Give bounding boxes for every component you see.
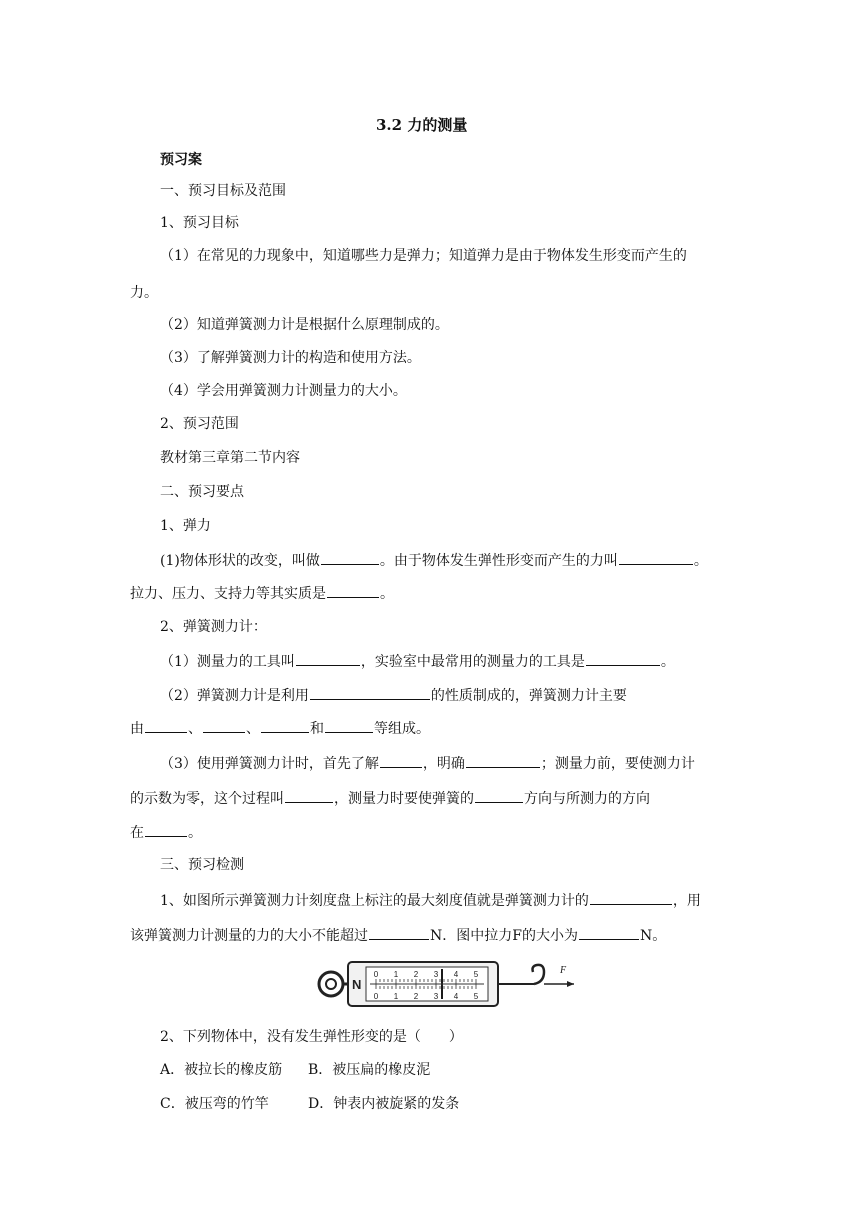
question-elastic-1 (160, 550, 708, 571)
text-fragment: N．图中拉力F的大小为 (430, 928, 578, 944)
hook-icon (533, 965, 545, 984)
scale-label: 5 (473, 992, 479, 1001)
text-fragment: 方向与所测力的方向 (524, 791, 650, 807)
option-a[interactable]: A．被拉长的橡皮筋 (160, 1062, 283, 1078)
option-b[interactable]: B．被压扁的橡皮泥 (308, 1062, 431, 1078)
scale-label: 2 (413, 970, 419, 979)
answer-blank[interactable] (466, 753, 540, 768)
text-fragment: 在 (130, 825, 144, 841)
text-fragment: 。 (693, 553, 708, 569)
answer-blank[interactable] (619, 550, 693, 565)
test-question-1 (160, 890, 701, 911)
answer-blank[interactable] (475, 788, 523, 803)
text-fragment: ，明确 (422, 756, 465, 772)
scale-label: 0 (373, 992, 379, 1001)
scale-label: 3 (433, 992, 439, 1001)
goal-item-1-cont: 力。 (130, 285, 158, 301)
text-fragment: 、 (246, 721, 260, 737)
heading-preview-test: 三、预习检测 (160, 857, 244, 873)
answer-blank[interactable] (296, 651, 360, 666)
answer-blank[interactable] (285, 788, 333, 803)
text-fragment: 等组成。 (374, 721, 430, 737)
heading-preview-goals: 一、预习目标及范围 (160, 183, 286, 199)
force-label: F (560, 965, 567, 976)
text-fragment: （3）使用弹簧测力计时，首先了解 (160, 756, 379, 772)
answer-blank[interactable] (327, 583, 379, 598)
scale-label: 2 (413, 992, 419, 1001)
text-fragment: （2）弹簧测力计是利用 (160, 688, 309, 704)
goal-item-3: （3）了解弹簧测力计的构造和使用方法。 (160, 350, 421, 366)
spring-scale-figure (312, 953, 582, 1013)
answer-blank[interactable] (586, 651, 660, 666)
text-fragment: 。 (660, 654, 675, 670)
answer-blank[interactable] (325, 718, 373, 733)
test-question-1-cont (130, 925, 666, 946)
subheading-spring-scale: 2、弹簧测力计： (160, 619, 267, 635)
test-question-2: 2、下列物体中，没有发生弹性形变的是（ ） (160, 1029, 463, 1045)
option-d[interactable]: D．钟表内被旋紧的发条 (308, 1096, 460, 1112)
text-fragment: 、 (188, 721, 202, 737)
answer-blank[interactable] (579, 925, 639, 940)
answer-blank[interactable] (261, 718, 309, 733)
goal-item-4: （4）学会用弹簧测力计测量力的大小。 (160, 383, 407, 399)
arrow-icon (567, 981, 574, 987)
text-fragment: ，测量力时要使弹簧的 (334, 791, 474, 807)
scale-label: 1 (393, 992, 399, 1001)
question-spring-3 (160, 753, 695, 774)
subheading-scope: 2、预习范围 (160, 416, 239, 432)
page-title: 3.2 力的测量 (376, 116, 468, 134)
scale-label: 0 (373, 970, 379, 979)
text-fragment: （1）测量力的工具叫 (160, 654, 295, 670)
text-fragment: 。 (188, 825, 202, 841)
heading-key-points: 二、预习要点 (160, 484, 244, 500)
text-fragment: 。 (380, 586, 394, 602)
text-fragment: ，用 (672, 893, 701, 909)
scale-label: 5 (473, 970, 479, 979)
question-elastic-1-cont (130, 583, 394, 604)
question-spring-2-cont (130, 718, 430, 739)
text-fragment: 该弹簧测力计测量的力的大小不能超过 (130, 928, 368, 944)
text-fragment: 的性质制成的，弹簧测力计主要 (430, 688, 627, 704)
text-fragment: ；测量力前，要使测力计 (540, 756, 695, 772)
text-fragment: (1)物体形状的改变，叫做 (160, 553, 320, 569)
text-fragment: 1、如图所示弹簧测力计刻度盘上标注的最大刻度值就是弹簧测力计的 (160, 893, 589, 909)
scope-text: 教材第三章第二节内容 (160, 450, 300, 466)
text-fragment: 拉力、压力、支持力等其实质是 (130, 586, 326, 602)
scale-label: 3 (433, 970, 439, 979)
scale-label: 4 (453, 970, 459, 979)
text-fragment: 。由于物体发生弹性形变而产生的力叫 (379, 553, 618, 569)
ring-icon (319, 972, 343, 996)
subheading-elastic-force: 1、弹力 (160, 518, 211, 534)
answer-blank[interactable] (380, 753, 422, 768)
section-heading: 预习案 (160, 152, 202, 168)
answer-blank[interactable] (321, 550, 379, 565)
text-fragment: N。 (639, 928, 667, 944)
scale-label: 1 (393, 970, 399, 979)
question-spring-3-cont (130, 788, 650, 809)
option-c[interactable]: C．被压弯的竹竿 (160, 1096, 269, 1112)
answer-blank[interactable] (310, 685, 430, 700)
question-spring-2 (160, 685, 627, 706)
answer-blank[interactable] (590, 890, 672, 905)
text-fragment: 和 (310, 721, 324, 737)
goal-item-2: （2）知道弹簧测力计是根据什么原理制成的。 (160, 317, 449, 333)
question-spring-3-end (130, 822, 202, 843)
goal-item-1: （1）在常见的力现象中，知道哪些力是弹力；知道弹力是由于物体发生形变而产生的 (160, 248, 687, 264)
text-fragment: ，实验室中最常用的测量力的工具是 (360, 654, 585, 670)
text-fragment: 的示数为零，这个过程叫 (130, 791, 284, 807)
answer-blank[interactable] (145, 718, 187, 733)
scale-label: 4 (453, 992, 459, 1001)
subheading-goals: 1、预习目标 (160, 215, 239, 231)
answer-blank[interactable] (203, 718, 245, 733)
unit-label: N (352, 977, 362, 992)
question-spring-1 (160, 651, 675, 672)
answer-blank[interactable] (369, 925, 429, 940)
text-fragment: 由 (130, 721, 144, 737)
answer-blank[interactable] (145, 822, 187, 837)
